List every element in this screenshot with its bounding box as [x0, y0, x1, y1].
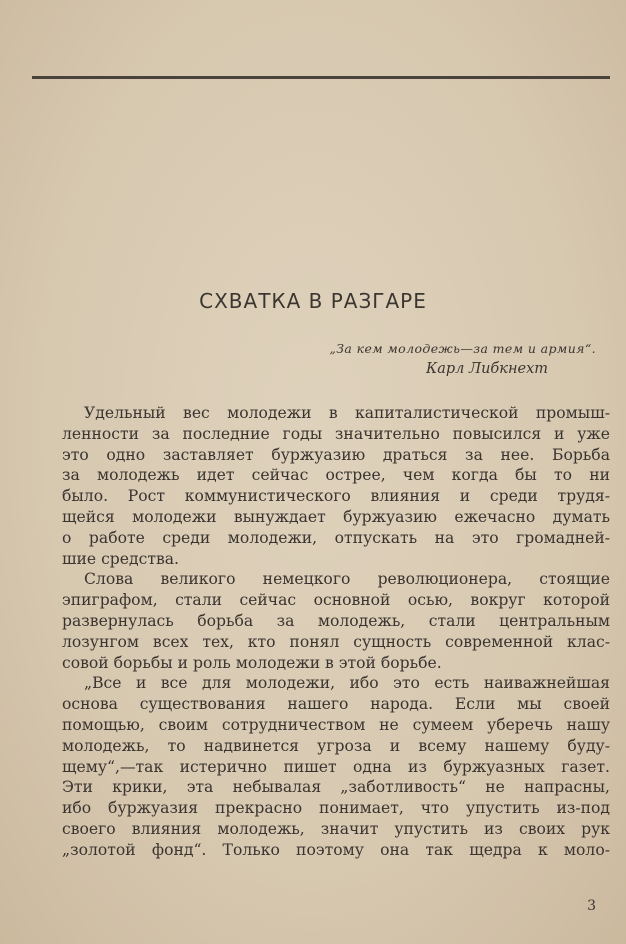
- text-line: Эти крики, эта небывалая „заботливость“ не напрасны,: [62, 778, 610, 797]
- text-line: совой борьбы и роль молодежи в этой борьбе.: [62, 653, 442, 672]
- text-line: было. Рост коммунистического влияния и среди трудя-: [62, 487, 610, 506]
- text-line: шие средства.: [62, 549, 180, 568]
- text-line: за молодежь идет сейчас острее, чем когда бы то ни: [62, 466, 610, 485]
- body-text: [62, 403, 610, 861]
- text-line: эпиграфом, стали сейчас основной осью, вокруг которой: [62, 591, 610, 610]
- epigraph: [329, 338, 596, 380]
- text-line: лозунгом всех тех, кто понял сущность современной клас-: [62, 632, 610, 651]
- epigraph-author: Карл Либкнехт: [426, 361, 548, 377]
- text-line: это одно заставляет буржуазию драться за нее. Борьба: [62, 445, 610, 464]
- text-line: о работе среди молодежи, отпускать на это громадней-: [62, 528, 610, 547]
- epigraph-quote: „За кем молодежь—за тем и армия“.: [329, 341, 596, 356]
- text-line: щему“,—так истерично пишет одна из буржуазных газет.: [62, 757, 610, 776]
- text-line: ленности за последние годы значительно повысился и уже: [62, 424, 610, 443]
- text-line: щейся молодежи вынуждает буржуазию ежечасно думать: [62, 507, 610, 526]
- top-rule: [32, 76, 610, 79]
- text-line: молодежь, то надвинется угроза и всему нашему буду-: [62, 736, 610, 755]
- page-number: 3: [587, 898, 596, 914]
- text-line: своего влияния молодежь, значит упустить из своих рук: [62, 819, 610, 838]
- text-line: развернулась борьба за молодежь, стали центральным: [62, 611, 610, 630]
- text-line: „Все и все для молодежи, ибо это есть наиважнейшая: [84, 674, 610, 693]
- text-line: Удельный вес молодежи в капиталистической промыш-: [84, 404, 610, 422]
- text-line: помощью, своим сотрудничеством не сумеем уберечь нашу: [62, 715, 610, 734]
- text-line: ибо буржуазия прекрасно понимает, что упустить из-под: [62, 799, 610, 818]
- chapter-title: СХВАТКА В РАЗГАРЕ: [199, 289, 427, 313]
- text-line: „золотой фонд“. Только поэтому она так щедра к моло-: [62, 840, 610, 859]
- text-line: основа существования нашего народа. Если мы своей: [62, 695, 610, 714]
- text-line: Слова великого немецкого революционера, стоящие: [84, 570, 610, 589]
